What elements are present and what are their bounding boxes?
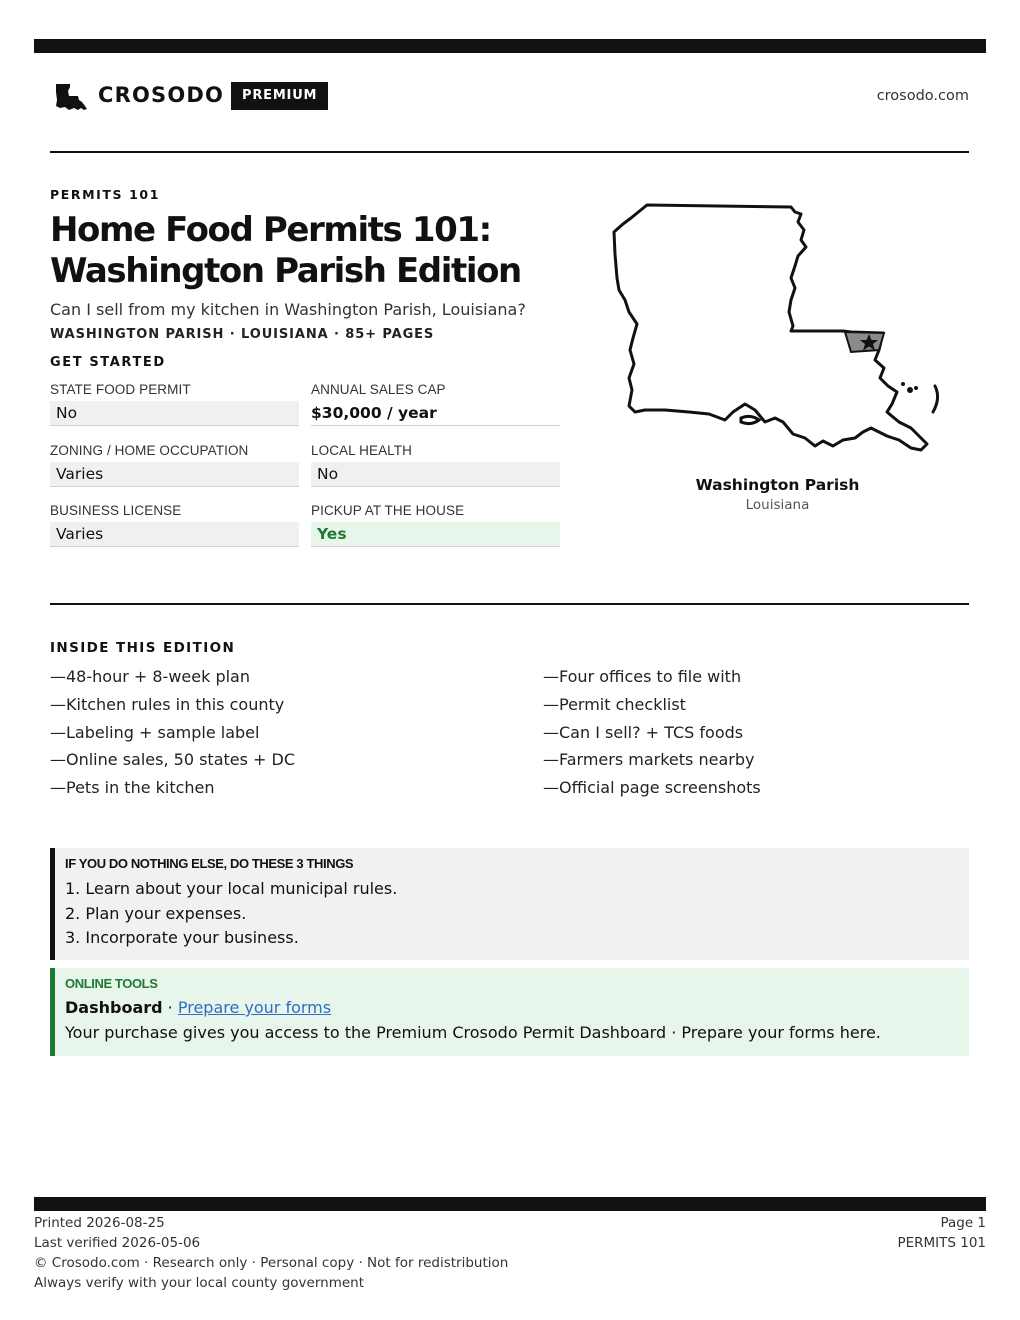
header-divider xyxy=(50,151,969,153)
footer-right xyxy=(897,1213,986,1253)
premium-badge: PREMIUM xyxy=(231,82,328,110)
fact-local-health xyxy=(311,443,560,495)
louisiana-map xyxy=(605,200,950,458)
fact-business-license xyxy=(50,503,299,555)
map-caption xyxy=(640,476,915,513)
contents-list-left xyxy=(50,666,295,805)
title-line-1: Home Food Permits 101: xyxy=(50,210,491,250)
fact-state-food-permit xyxy=(50,382,299,434)
top-bar xyxy=(34,39,986,53)
map-state-name: Louisiana xyxy=(745,497,810,513)
copyright-notice: © Crosodo.com · Research only · Personal copy · Not for redistribution xyxy=(34,1255,509,1271)
page-title xyxy=(50,210,610,292)
footer-left xyxy=(34,1213,508,1293)
map-parish-name: Washington Parish xyxy=(695,476,860,494)
fact-label: ANNUAL SALES CAP xyxy=(311,382,446,397)
section-kicker: PERMITS 101 xyxy=(50,187,160,202)
dashboard-line xyxy=(65,998,969,1017)
list-item: 3. Incorporate your business. xyxy=(65,928,299,947)
list-item: —Pets in the kitchen xyxy=(50,778,215,798)
list-item: —Labeling + sample label xyxy=(50,722,260,742)
island-outline xyxy=(933,386,938,412)
fact-value: No xyxy=(311,462,560,487)
list-item: —Farmers markets nearby xyxy=(543,750,755,770)
inside-edition-heading: INSIDE THIS EDITION xyxy=(50,640,236,656)
list-item: —Kitchen rules in this county xyxy=(50,694,285,714)
prepare-forms-link[interactable]: Prepare your forms xyxy=(177,998,332,1017)
verify-note: Always verify with your local county government xyxy=(34,1275,364,1291)
list-item: —Permit checklist xyxy=(543,694,686,714)
page-subtitle: Can I sell from my kitchen in Washington Parish, Louisiana? xyxy=(50,300,526,319)
list-item: —Four offices to file with xyxy=(543,667,742,686)
contents-list-right xyxy=(543,666,761,805)
printed-date: Printed 2026-08-25 xyxy=(34,1215,165,1231)
louisiana-outline xyxy=(614,205,927,450)
separator: · xyxy=(162,998,178,1017)
fact-value: $30,000 / year xyxy=(311,401,560,426)
fact-label: LOCAL HEALTH xyxy=(311,443,412,458)
fact-label: BUSINESS LICENSE xyxy=(50,503,182,518)
island-dot xyxy=(901,382,905,386)
list-item: 2. Plan your expenses. xyxy=(65,903,247,923)
fact-value: No xyxy=(50,401,299,426)
list-item: —Online sales, 50 states + DC xyxy=(50,750,296,770)
fact-value: Varies xyxy=(50,522,299,547)
fact-zoning xyxy=(50,443,299,495)
page-number: Page 1 xyxy=(940,1215,986,1231)
list-item: —Official page screenshots xyxy=(543,778,761,798)
three-things-callout xyxy=(50,848,969,960)
fact-label: PICKUP AT THE HOUSE xyxy=(311,503,465,518)
island-dot xyxy=(914,386,918,390)
verified-date: Last verified 2026-05-06 xyxy=(34,1235,201,1251)
louisiana-logo-icon xyxy=(54,82,88,112)
footer-bar xyxy=(34,1197,986,1211)
list-item: —Can I sell? + TCS foods xyxy=(543,722,744,742)
get-started-heading: GET STARTED xyxy=(50,355,166,370)
list-item: 1. Learn about your local municipal rules. xyxy=(65,879,398,898)
fact-label: STATE FOOD PERMIT xyxy=(50,382,191,397)
section-divider xyxy=(50,603,969,605)
footer-section: PERMITS 101 xyxy=(897,1235,986,1251)
island-dot xyxy=(907,387,913,393)
lake-outline xyxy=(741,416,759,423)
brand-name: CROSODO xyxy=(98,83,225,107)
list-item: —48-hour + 8-week plan xyxy=(50,667,250,686)
title-line-2: Washington Parish Edition xyxy=(50,251,521,291)
dashboard-label: Dashboard xyxy=(65,998,163,1017)
edition-meta: WASHINGTON PARISH · LOUISIANA · 85+ PAGES xyxy=(50,327,435,342)
site-url[interactable]: crosodo.com xyxy=(876,88,969,104)
three-things-list xyxy=(65,878,969,952)
callout-title: IF YOU DO NOTHING ELSE, DO THESE 3 THINGS xyxy=(65,856,354,871)
page-header xyxy=(50,78,969,118)
fact-value: Yes xyxy=(311,522,560,547)
online-tools-callout xyxy=(50,968,969,1056)
fact-pickup-at-house xyxy=(311,503,560,555)
callout-title: ONLINE TOOLS xyxy=(65,976,158,991)
fact-value: Varies xyxy=(50,462,299,487)
fact-label: ZONING / HOME OCCUPATION xyxy=(50,443,249,458)
fact-annual-sales-cap xyxy=(311,382,560,434)
dashboard-description: Your purchase gives you access to the Premium Crosodo Permit Dashboard · Prepare your forms here. xyxy=(65,1023,881,1042)
